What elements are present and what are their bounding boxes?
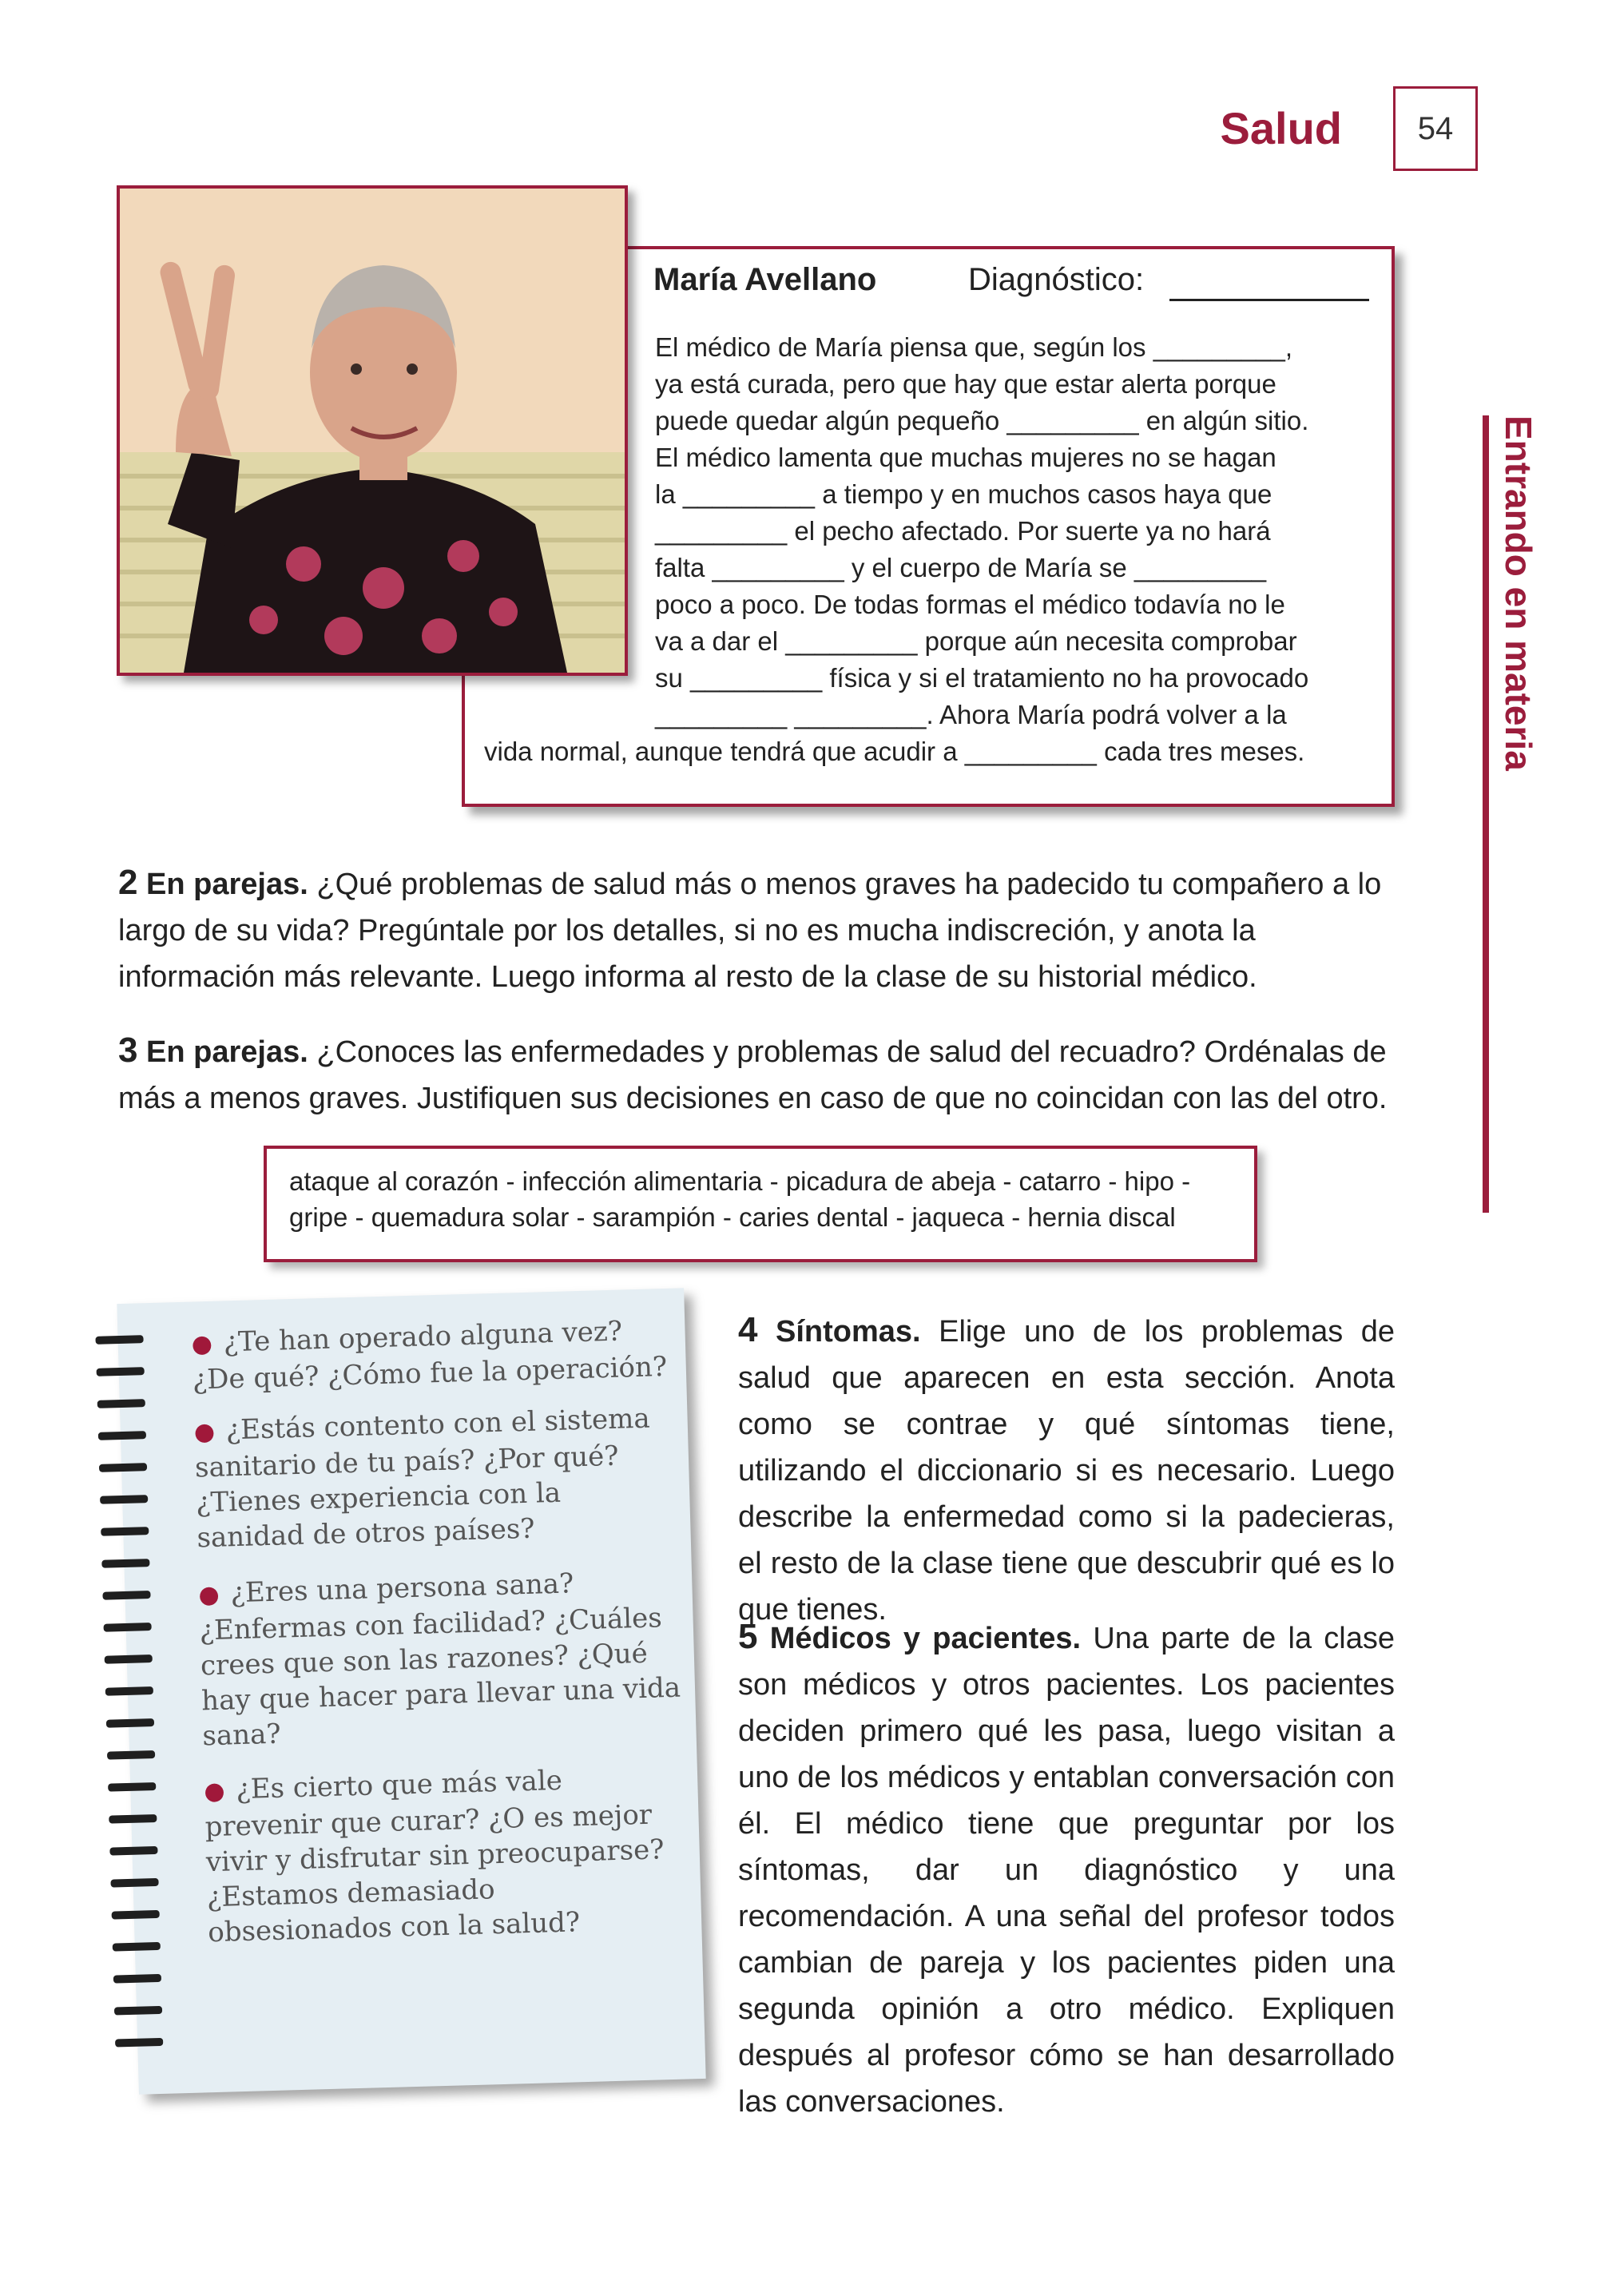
notebook-card	[117, 1288, 705, 2094]
vocabulary-box: ataque al corazón - infección alimentaria - picadura de abeja - catarro - hipo - gripe - quemadura solar - sarampión - caries dental - jaqueca - hernia discal	[264, 1146, 1257, 1262]
activity-2	[118, 860, 1396, 1000]
patient-photo	[117, 185, 628, 676]
activity-5-title: Médicos y pacientes.	[769, 1622, 1082, 1655]
spiral-ring	[100, 1495, 148, 1504]
activity-3-text: ¿Conoces las enfermedades y problemas de salud del recuadro? Ordénalas de más a menos graves. Justifiquen sus decisiones en caso de que no coincidan con las del otro.	[118, 1035, 1388, 1115]
activity-2-text: ¿Qué problemas de salud más o menos graves ha padecido tu compañero a lo largo de su vida? Pregúntale por los detalles, si no es mucha indiscreción, y anota la información más relevante. Luego informa al resto de la clase de su historial médico.	[118, 868, 1382, 994]
page-number: 54	[1393, 86, 1478, 171]
case-text-line: puede quedar algún pequeño _________ en algún sitio.	[655, 406, 1309, 435]
case-text-line: poco a poco. De todas formas el médico todavía no le	[655, 590, 1285, 619]
notebook-question: ● ¿Estás contento con el sistema sanitario de tu país? ¿Por qué? ¿Tienes experiencia con la sanidad de otros países?	[193, 1402, 651, 1555]
case-text-line: El médico de María piensa que, según los _________,	[655, 332, 1293, 362]
spiral-ring	[99, 1463, 147, 1472]
activity-5-number: 5	[738, 1617, 758, 1656]
patient-photo-illustration	[120, 189, 625, 673]
case-diagnosis-label: Diagnóstico:	[968, 262, 1145, 297]
activity-4	[738, 1307, 1395, 1633]
case-diagnosis-blank[interactable]	[1169, 299, 1369, 301]
activity-4-number: 4	[738, 1310, 758, 1349]
spiral-ring	[107, 1750, 155, 1760]
section-title: Salud	[1220, 103, 1342, 153]
spiral-ring	[95, 1335, 143, 1345]
case-text-line: su _________ física y si el tratamiento no ha provocado	[655, 663, 1309, 693]
spiral-ring	[113, 1942, 161, 1952]
activity-3-number: 3	[118, 1031, 138, 1070]
spiral-ring	[114, 2006, 162, 2016]
activity-5-text: Una parte de la clase son médicos y otros pacientes. Los pacientes deciden primero qué les pasa, luego visitan a uno de los médicos y entablan conversación con él. El médico tiene que preguntar por los síntomas, dar un diagnóstico y una recomendación. A una señal del profesor todos cambian de pareja y los pacientes piden una segunda opinión a otro médico. Expliquen después al profesor cómo se han desarrollado las conversaciones.	[738, 1622, 1395, 2119]
spiral-ring	[109, 1814, 157, 1824]
spiral-ring	[113, 1974, 161, 1984]
spiral-ring	[105, 1686, 153, 1696]
spiral-ring	[101, 1559, 149, 1568]
activity-3	[118, 1027, 1396, 1122]
bullet-icon: ●	[193, 1417, 216, 1447]
case-patient-name: María Avellano	[653, 262, 877, 297]
spiral-ring	[105, 1654, 153, 1664]
case-text-line: _________ _________. Ahora María podrá volver a la	[655, 700, 1287, 729]
spiral-ring	[106, 1718, 154, 1728]
spiral-ring	[115, 2038, 163, 2048]
spiral-ring	[97, 1399, 145, 1408]
bullet-icon: ●	[191, 1329, 213, 1359]
spiral-ring	[110, 1878, 158, 1888]
case-text-line: _________ el pecho afectado. Por suerte ya no hará	[655, 516, 1271, 546]
activity-3-title: En parejas.	[146, 1035, 308, 1069]
bullet-icon: ●	[203, 1777, 226, 1806]
spiral-ring	[101, 1527, 149, 1536]
activity-2-title: En parejas.	[146, 868, 308, 901]
notebook-question: ● ¿Te han operado alguna vez? ¿De qué? ¿Cómo fue la operación?	[191, 1315, 668, 1396]
activity-4-title: Síntomas.	[775, 1315, 921, 1349]
bullet-icon: ●	[198, 1580, 220, 1610]
spiral-ring	[103, 1623, 151, 1632]
case-text-line: la _________ a tiempo y en muchos casos haya que	[655, 479, 1272, 509]
side-tab-rule	[1483, 415, 1489, 1213]
spiral-ring	[109, 1846, 157, 1856]
case-text-line: vida normal, aunque tendrá que acudir a _________ cada tres meses.	[484, 737, 1305, 766]
activity-2-number: 2	[118, 863, 138, 902]
side-tab-label: Entrando en materia	[1498, 415, 1539, 771]
case-text-line: falta _________ y el cuerpo de María se _________	[655, 553, 1267, 582]
case-text-line: ya está curada, pero que hay que estar alerta porque	[655, 369, 1276, 399]
spiral-ring	[108, 1782, 156, 1792]
case-text-line: va a dar el _________ porque aún necesita comprobar	[655, 626, 1297, 656]
case-text-line: El médico lamenta que muchas mujeres no se hagan	[655, 443, 1276, 472]
activity-5	[738, 1614, 1395, 2125]
activity-4-text: Elige uno de los problemas de salud que aparecen en esta sección. Anota como se contrae y qué síntomas tiene, utilizando el diccionario si es necesario. Luego describe la enfermedad como si la padecieras, el resto de la clase tiene que descubrir qué es lo que tienes.	[738, 1315, 1395, 1627]
notebook-question: ● ¿Es cierto que más vale prevenir que curar? ¿O es mejor vivir y disfrutar sin preocuparse? ¿Estamos demasiado obsesionados con la salud?	[203, 1764, 665, 1949]
notebook-question: ● ¿Eres una persona sana? ¿Enfermas con facilidad? ¿Cuáles crees que son las razones? ¿Qué hay que hacer para llevar una vida sana?	[198, 1567, 681, 1753]
spiral-ring	[97, 1367, 145, 1376]
spiral-ring	[102, 1591, 150, 1600]
spiral-ring	[112, 1910, 160, 1920]
spiral-ring	[98, 1431, 146, 1440]
